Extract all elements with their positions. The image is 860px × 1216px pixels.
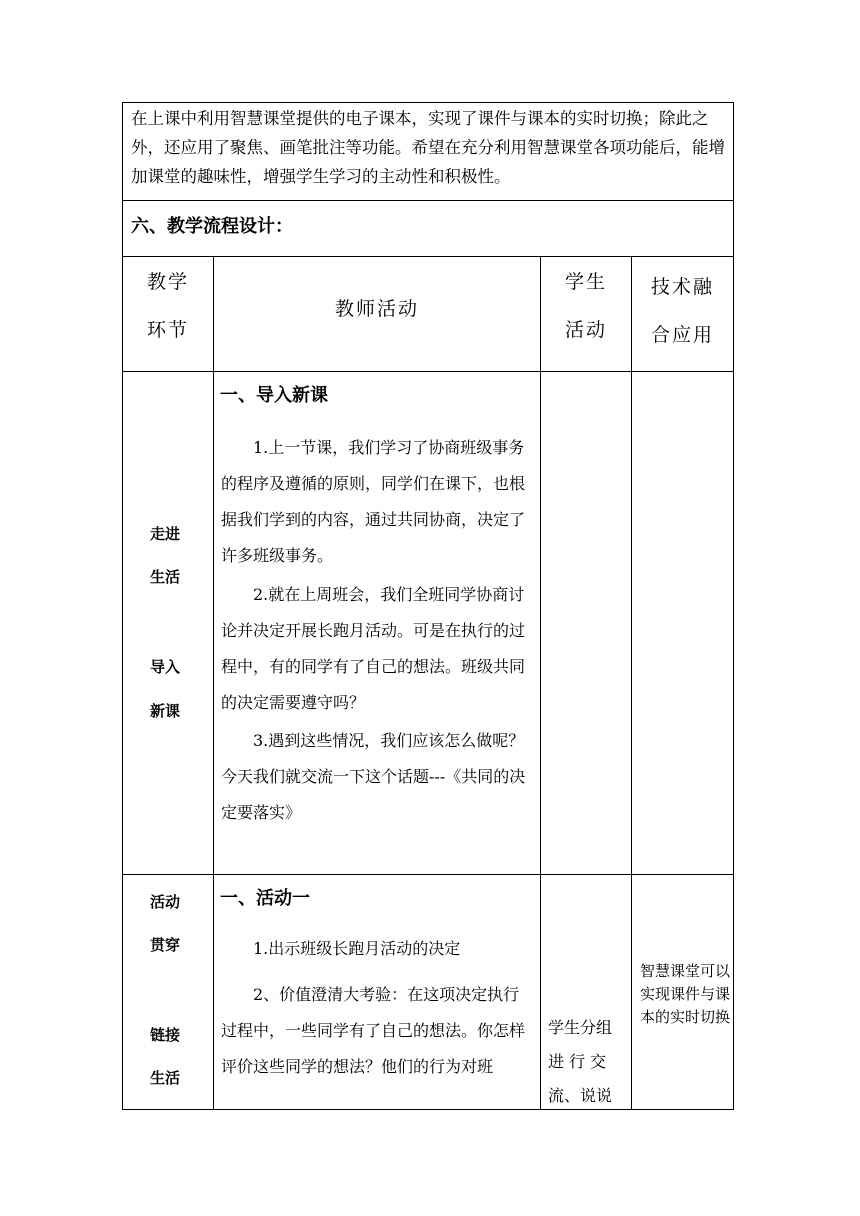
header-stage-line2: 环节 [146,319,189,341]
row1-title: 一、导入新课 [220,385,328,406]
row2-paragraph-2: 2、价值澄清大考验：在这项决定执行过程中，一些同学有了自己的想法。你怎样评价这些同学的想法？他们的行为对班 [221,985,526,1076]
row2-stage-3: 链接 [150,1026,181,1044]
header-tech-line1: 技术融 [650,276,714,298]
row2-stage-4: 生活 [150,1069,181,1087]
row1-paragraph-1: 1.上一节课，我们学习了协商班级事务的程序及遵循的原则，同学们在课下，也根据我们学到的内容，通过共同协商，决定了许多班级事务。 [221,438,526,565]
row1-stage-3: 导入 [150,658,181,676]
row2-student-line2: 进 行 交 [548,1052,607,1071]
header-student-line1: 学生 [564,271,607,293]
header-tech [632,263,733,359]
row2-student-line3: 流、说说 [548,1086,613,1105]
header-tech-line2: 合应用 [650,324,714,346]
table-border-right [733,102,734,1110]
column-divider [540,256,541,1110]
table-rule [122,200,734,201]
row1-stage-1: 走进 [150,525,181,543]
table-border-left [122,102,123,1110]
row2-stage-1: 活动 [150,893,181,911]
table-border-top [122,102,734,103]
row1-paragraph-3: 3.遇到这些情况，我们应该怎么做呢？今天我们就交流一下这个话题---《共同的决定要落实》 [221,731,526,822]
column-divider [213,256,214,1110]
row2-tech: 智慧课堂可以实现课件与课本的实时切换 [640,962,731,1026]
row2-student-line1: 学生分组 [548,1018,613,1037]
row1-paragraph-2: 2.就在上周班会，我们全班同学协商讨论并决定开展长跑月活动。可是在执行的过程中，有的同学有了自己的想法。班级共同的决定需要遵守吗？ [221,585,526,712]
row2-paragraph-1: 1.出示班级长跑月活动的决定 [253,939,461,958]
row2-stage-2: 贯穿 [150,936,181,954]
header-student-activity [541,258,631,354]
intro-paragraph: 在上课中利用智慧课堂提供的电子课本，实现了课件与课本的实时切换；除此之外，还应用了聚焦、画笔批注等功能。希望在充分利用智慧课堂各项功能后，能增加课堂的趣味性，增强学生学习的主动性和积极性。 [131,109,725,186]
row1-stage-4: 新课 [150,702,181,720]
row2-title: 一、活动一 [220,888,310,909]
column-divider [631,256,632,1110]
header-stage-line1: 教学 [146,271,189,293]
header-stage [123,258,213,354]
header-student-line2: 活动 [564,319,607,341]
section-title: 六、教学流程设计： [131,216,293,237]
row1-stage-2: 生活 [150,568,181,586]
header-teacher-activity: 教师活动 [334,298,419,320]
